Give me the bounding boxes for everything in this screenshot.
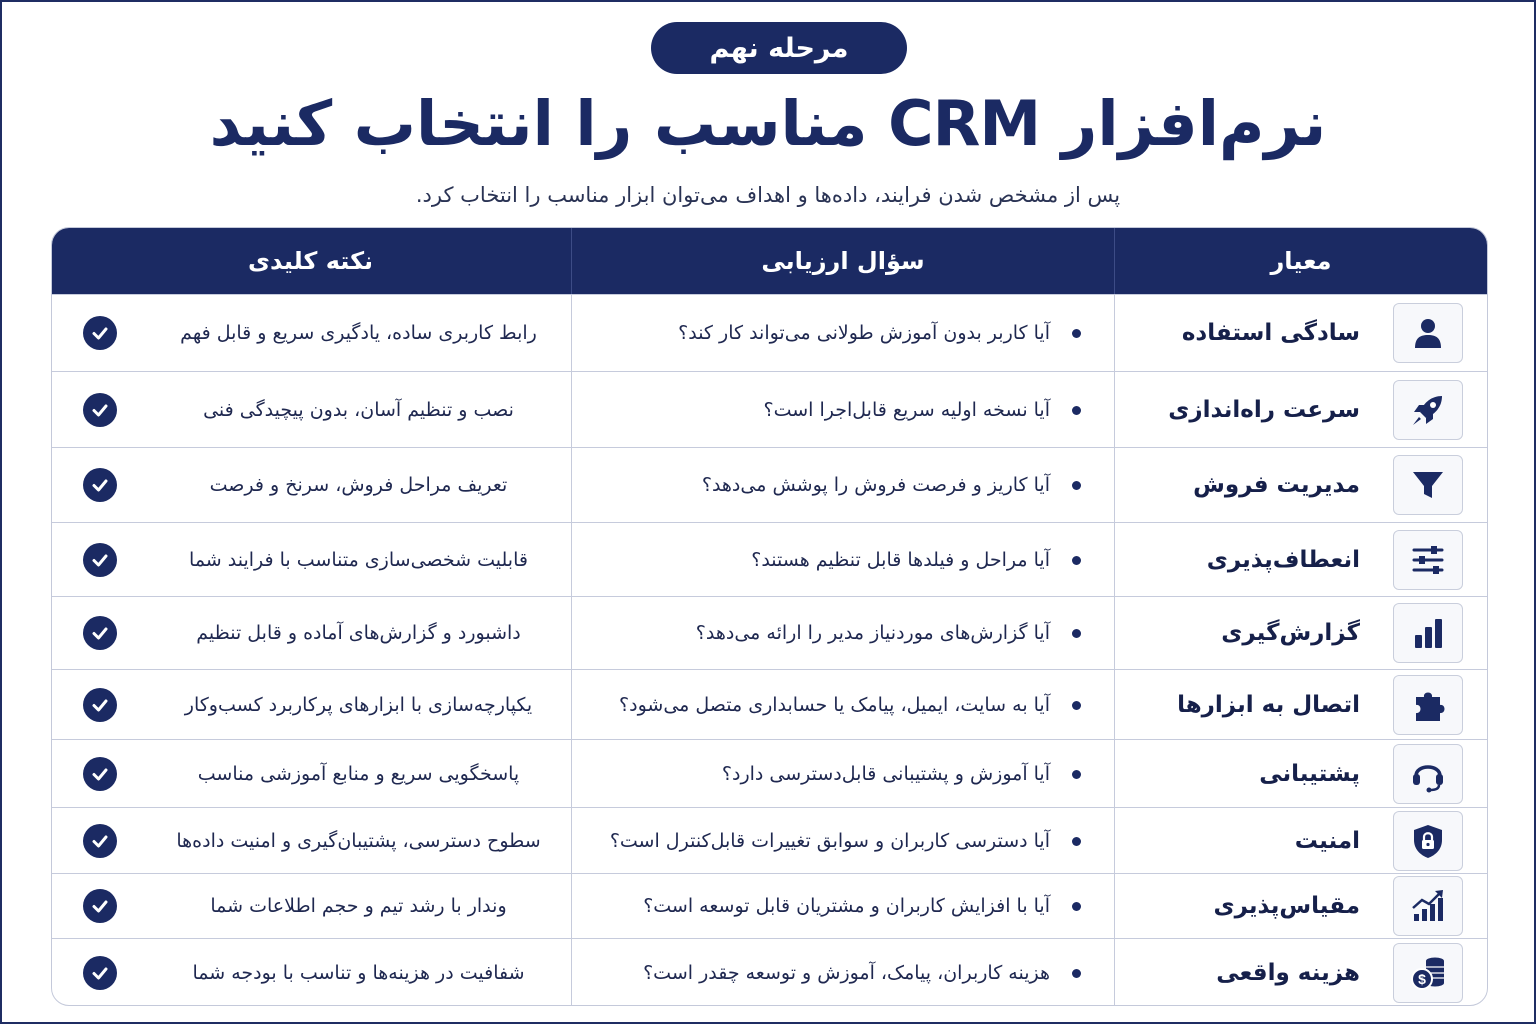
criterion-label: مدیریت فروش (1193, 472, 1360, 498)
note-text: وندار با رشد تیم و حجم اطلاعات شما (210, 895, 507, 917)
question-text: آیا نسخه اولیه سریع قابل‌اجرا است؟ (763, 398, 1050, 421)
headset-icon (1393, 744, 1463, 804)
question-cell (571, 874, 1115, 938)
criterion-cell (1115, 372, 1487, 447)
note-text: سطوح دسترسی، پشتیبان‌گیری و امنیت داده‌ها (176, 829, 541, 852)
bullet-icon (1072, 902, 1081, 911)
table-row (52, 938, 1487, 1006)
question-text: آیا کاریز و فرصت فروش را پوشش می‌دهد؟ (701, 474, 1050, 496)
check-icon (83, 688, 117, 722)
criterion-cell (1115, 808, 1487, 873)
note-cell (51, 597, 571, 669)
check-icon (83, 824, 117, 858)
note-cell (51, 372, 571, 447)
note-text: یکپارچه‌سازی با ابزارهای پرکاربرد کسب‌وکار (184, 693, 533, 716)
note-text: داشبورد و گزارش‌های آماده و قابل تنظیم (196, 622, 521, 644)
table-row (52, 739, 1487, 807)
column-header-note: نکته کلیدی (247, 247, 374, 275)
table-row (52, 807, 1487, 873)
criterion-cell (1115, 939, 1487, 1006)
bar-chart-icon (1393, 603, 1463, 663)
table-row (52, 873, 1487, 938)
crm-criteria-table (51, 227, 1488, 1006)
note-cell (51, 939, 571, 1006)
page-subtitle: پس از مشخص شدن فرایند، داده‌ها و اهداف می‌توان ابزار مناسب را انتخاب کرد. (415, 183, 1121, 207)
user-icon (1393, 303, 1463, 363)
note-cell (51, 740, 571, 807)
question-cell (571, 295, 1115, 371)
criterion-label: مقیاس‌پذیری (1213, 893, 1360, 919)
note-text: پاسخگویی سریع و منابع آموزشی مناسب (197, 762, 520, 785)
question-cell (571, 597, 1115, 669)
note-cell (51, 874, 571, 938)
check-icon (83, 543, 117, 577)
question-cell (571, 670, 1115, 739)
note-text: رابط کاربری ساده، یادگیری سریع و قابل فهم (180, 322, 537, 344)
criterion-cell (1115, 670, 1487, 739)
check-icon (83, 468, 117, 502)
stage-badge: مرحله نهم (651, 22, 907, 74)
growth-chart-icon (1393, 876, 1463, 936)
question-text: آیا مراحل و فیلدها قابل تنظیم هستند؟ (751, 548, 1050, 571)
coins-icon (1393, 943, 1463, 1003)
table-row (52, 596, 1487, 669)
criterion-label: امنیت (1294, 827, 1360, 854)
question-text: هزینه کاربران، پیامک، آموزش و توسعه چقدر است؟ (643, 962, 1050, 984)
question-cell (571, 939, 1115, 1006)
criterion-cell (1115, 523, 1487, 596)
bullet-icon (1072, 329, 1081, 338)
note-cell (51, 670, 571, 739)
note-text: شفافیت در هزینه‌ها و تناسب با بودجه شما (192, 962, 525, 984)
note-cell (51, 295, 571, 371)
note-text: تعریف مراحل فروش، سرنخ و فرصت (209, 474, 508, 496)
question-text: آیا با افزایش کاربران و مشتریان قابل توسعه است؟ (643, 895, 1050, 917)
question-cell (571, 808, 1115, 873)
table-row (52, 294, 1487, 371)
criterion-cell (1115, 448, 1487, 522)
bullet-icon (1072, 837, 1081, 846)
table-row (52, 447, 1487, 522)
criterion-label: اتصال به ابزارها (1177, 691, 1360, 718)
criterion-label: انعطاف‌پذیری (1206, 546, 1360, 573)
check-icon (83, 616, 117, 650)
question-cell (571, 372, 1115, 447)
check-icon (83, 889, 117, 923)
criterion-label: پشتیبانی (1259, 760, 1360, 787)
note-cell (51, 523, 571, 596)
criterion-cell (1115, 597, 1487, 669)
note-cell (51, 448, 571, 522)
column-header-question: سؤال ارزیابی (571, 228, 1115, 294)
bullet-icon (1072, 701, 1081, 710)
question-text: آیا کاربر بدون آموزش طولانی می‌تواند کار کند؟ (678, 322, 1050, 344)
question-cell (571, 740, 1115, 807)
criterion-label: هزینه واقعی (1216, 960, 1360, 986)
check-icon (83, 393, 117, 427)
puzzle-icon (1393, 675, 1463, 735)
bullet-icon (1072, 481, 1081, 490)
criterion-cell (1115, 740, 1487, 807)
note-text: قابلیت شخصی‌سازی متناسب با فرایند شما (189, 548, 528, 571)
table-header (52, 228, 1487, 294)
question-text: آیا دسترسی کاربران و سوابق تغییرات قابل‌کنترل است؟ (609, 829, 1050, 852)
bullet-icon (1072, 629, 1081, 638)
question-cell (571, 523, 1115, 596)
table-row (52, 669, 1487, 739)
check-icon (83, 956, 117, 990)
rocket-icon (1393, 380, 1463, 440)
svg-text:$: $ (1418, 971, 1426, 987)
criterion-label: گزارش‌گیری (1221, 620, 1360, 646)
note-cell (51, 808, 571, 873)
question-text: آیا گزارش‌های موردنیاز مدیر را ارائه می‌دهد؟ (695, 622, 1050, 644)
question-cell (571, 448, 1115, 522)
criterion-label: سرعت راه‌اندازی (1168, 396, 1360, 423)
bullet-icon (1072, 770, 1081, 779)
check-icon (83, 316, 117, 350)
question-text: آیا به سایت، ایمیل، پیامک یا حسابداری متصل می‌شود؟ (619, 693, 1050, 716)
criterion-cell (1115, 874, 1487, 938)
sliders-icon (1393, 530, 1463, 590)
bullet-icon (1072, 406, 1081, 415)
bullet-icon (1072, 556, 1081, 565)
criterion-label: سادگی استفاده (1181, 320, 1360, 346)
table-row (52, 522, 1487, 596)
table-row (52, 371, 1487, 447)
bullet-icon (1072, 969, 1081, 978)
note-text: نصب و تنظیم آسان، بدون پیچیدگی فنی (203, 398, 514, 421)
page-title: نرم‌افزار CRM مناسب را انتخاب کنید (209, 87, 1327, 160)
question-text: آیا آموزش و پشتیبانی قابل‌دسترسی دارد؟ (721, 762, 1050, 785)
criterion-cell (1115, 295, 1487, 371)
shield-lock-icon (1393, 811, 1463, 871)
column-header-criterion: معیار (1270, 247, 1332, 275)
check-icon (83, 757, 117, 791)
funnel-icon (1393, 455, 1463, 515)
